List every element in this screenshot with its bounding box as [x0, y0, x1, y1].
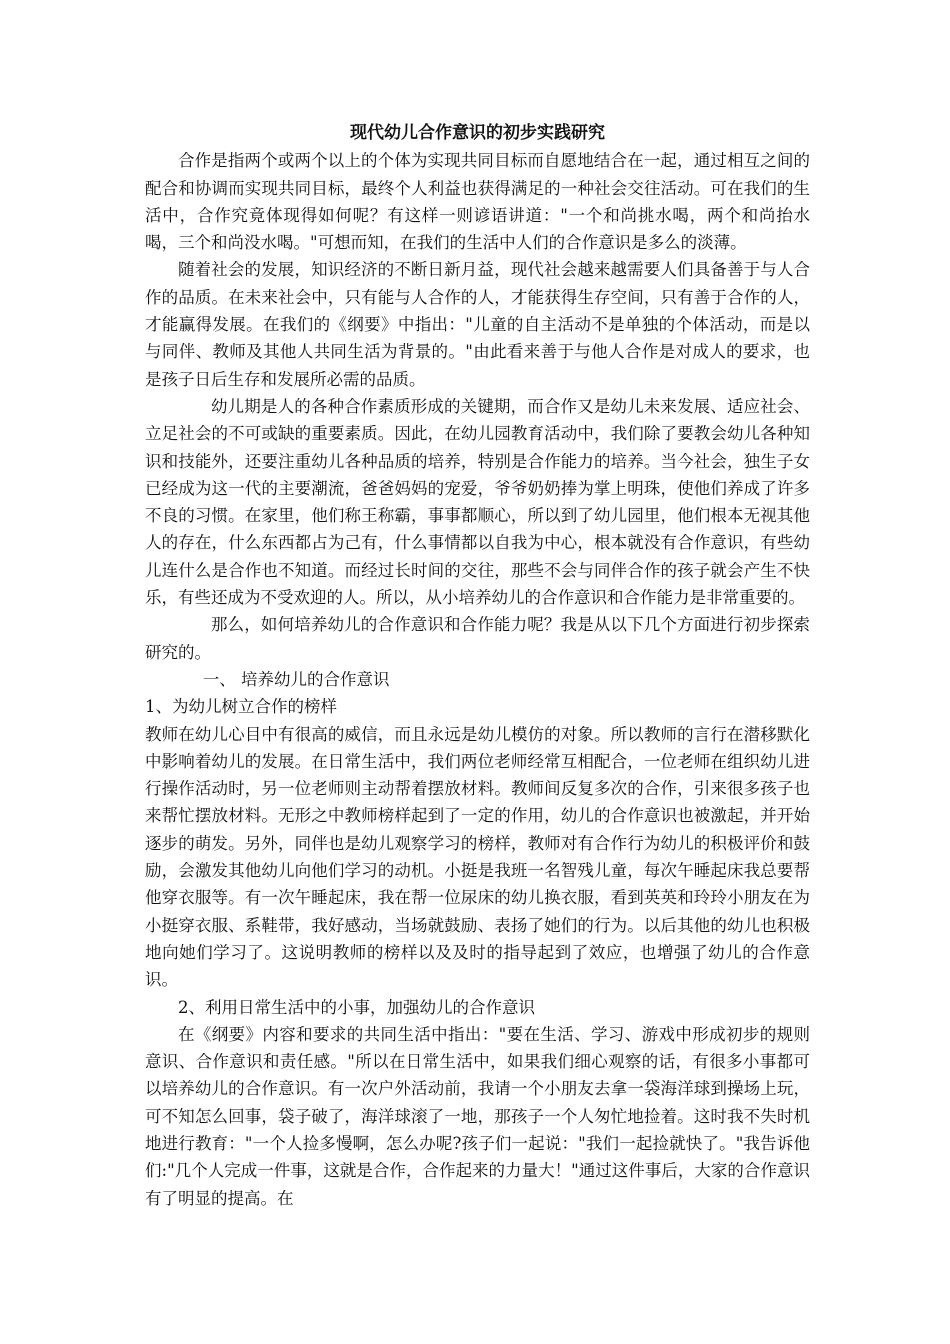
paragraph-question: 那么，如何培养幼儿的合作意识和合作能力呢？我是从以下几个方面进行初步探索研究的。	[145, 615, 810, 662]
paragraph-intro: 合作是指两个或两个以上的个体为实现共同目标而自愿地结合在一起，通过相互之间的配合和协调而实现共同目标，最终个人利益也获得满足的一种社会交往活动。可在我们的生活中，合作究竟体现得如何呢？有这样一则谚语讲道："一个和尚挑水喝，两个和尚抬水喝，三个和尚没水喝。"可想而知，在我们的生活中人们的合作意识是多么的淡薄。	[145, 151, 810, 253]
section-heading-1: 一、 培养幼儿的合作意识	[202, 669, 390, 689]
subheading-2: 2、利用日常生活中的小事，加强幼儿的合作意识	[178, 997, 535, 1017]
paragraph-social-development: 随着社会的发展，知识经济的不断日新月益，现代社会越来越需要人们具备善于与人合作的品质。在未来社会中，只有能与人合作的人，才能获得生存空间，只有善于合作的人，才能赢得发展。在我们的《纲要》中指出："儿童的自主活动不是单独的个体活动，而是以与同伴、教师及其他人共同生活为背景的。"由此看来善于与他人合作是对成人的要求，也是孩子日后生存和发展所必需的品质。	[145, 260, 810, 389]
paragraph-daily-life: 在《纲要》内容和要求的共同生活中指出："要在生活、学习、游戏中形成初步的规则意识、合作意识和责任感。"所以在日常生活中，如果我们细心观察的话，有很多小事都可以培养幼儿的合作意识。有一次户外活动前，我请一个小朋友去拿一袋海洋球到操场上玩，可不知怎么回事，袋子破了，海洋球滚了一地，那孩子一个人匆忙地捡着。这时我不失时机地进行教育："一个人捡多慢啊，怎么办呢?孩子们一起说："我们一起捡就快了。"我告诉他们:"几个人完成一件事，这就是合作，合作起来的力量大！"通过这件事后，大家的合作意识有了明显的提高。在	[145, 1024, 810, 1208]
paragraph-role-model: 教师在幼儿心目中有很高的威信，而且永远是幼儿模仿的对象。所以教师的言行在潜移默化中影响着幼儿的发展。在日常生活中，我们两位老师经常互相配合，一位老师在组织幼儿进行操作活动时，另一位老师则主动帮着摆放材料。教师间反复多次的合作，引来很多孩子也来帮忙摆放材料。无形之中教师榜样起到了一定的作用，幼儿的合作意识也被激起，并开始逐步的萌发。另外，同伴也是幼儿观察学习的榜样，教师对有合作行为幼儿的积极评价和鼓励，会激发其他幼儿向他们学习的动机。小挺是我班一名智残儿童，每次午睡起床我总要帮他穿衣服等。有一次午睡起床，我在帮一位尿床的幼儿换衣服，看到英英和玲玲小朋友在为小挺穿衣服、系鞋带，我好感动，当场就鼓励、表扬了她们的行为。以后其他的幼儿也积极地向她们学习了。这说明教师的榜样以及及时的指导起到了效应，也增强了幼儿的合作意识。	[145, 724, 810, 990]
document-title: 现代幼儿合作意识的初步实践研究	[350, 123, 605, 143]
subheading-1: 1、为幼儿树立合作的榜样	[145, 697, 337, 717]
document-body	[145, 120, 810, 1212]
paragraph-key-period: 幼儿期是人的各种合作素质形成的关键期，而合作又是幼儿未来发展、适应社会、立足社会的不可或缺的重要素质。因此，在幼儿园教育活动中，我们除了要教会幼儿各种知识和技能外，还要注重幼儿各种品质的培养，特别是合作能力的培养。当今社会，独生子女已经成为这一代的主要潮流，爸爸妈妈的宠爱，爷爷奶奶捧为掌上明珠，使他们养成了许多不良的习惯。在家里，他们称王称霸，事事都顺心，所以到了幼儿园里，他们根本无视其他人的存在，什么东西都占为己有，什么事情都以自我为中心，根本就没有合作意识，有些幼儿连什么是合作也不知道。而经过长时间的交往，那些不会与同伴合作的孩子就会产生不快乐，有些还成为不受欢迎的人。所以，从小培养幼儿的合作意识和合作能力是非常重要的。	[145, 396, 810, 608]
